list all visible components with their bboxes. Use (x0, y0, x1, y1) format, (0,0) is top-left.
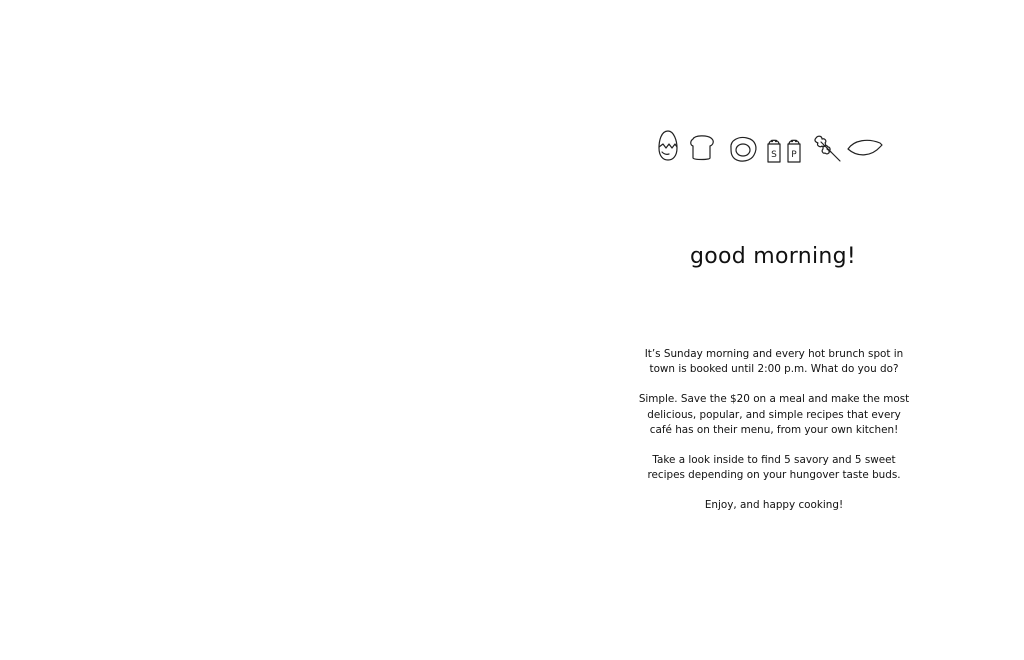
intro-paragraph: Take a look inside to find 5 savory and 5 sweet recipes depending on your hungover taste buds. (647, 454, 901, 482)
parsley-icon (812, 132, 844, 164)
lemon-icon (846, 136, 884, 160)
intro-paragraph: It’s Sunday morning and every hot brunch spot in town is booked until 2:00 p.m. What do you do? (644, 348, 904, 376)
cracked-egg-icon (656, 129, 680, 163)
bread-slice-icon (688, 133, 716, 163)
fried-egg-icon (727, 133, 759, 165)
salt-shaker-icon (765, 135, 783, 165)
intro-text (636, 347, 912, 514)
salt-label: S (771, 150, 777, 160)
food-icons-row (654, 128, 884, 166)
right-page (512, 0, 1024, 660)
page-title: good morning! (689, 244, 857, 269)
pepper-shaker-icon (785, 135, 803, 165)
intro-paragraph: Simple. Save the $20 on a meal and make the most delicious, popular, and simple recipes that every café has on their menu, from your own kitchen! (638, 393, 910, 436)
pepper-label: P (791, 150, 797, 160)
closing-line: Enjoy, and happy cooking! (704, 499, 844, 512)
